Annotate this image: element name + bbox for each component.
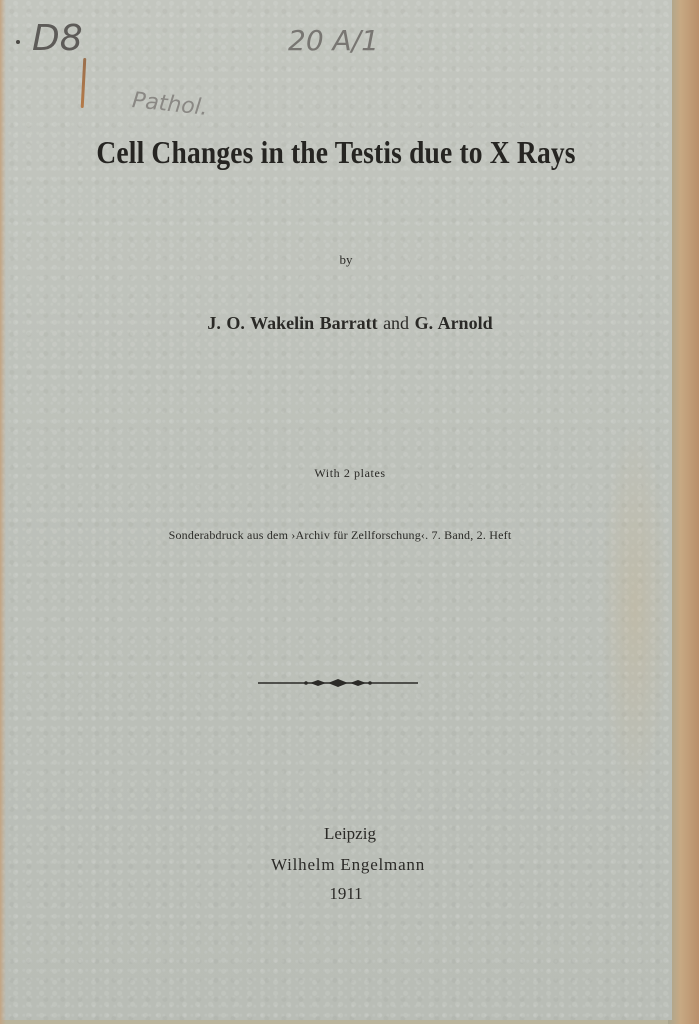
handwritten-subject: Pathol.	[130, 88, 209, 121]
ornament-divider	[258, 676, 418, 690]
authors-line	[14, 313, 686, 334]
ink-dot	[16, 40, 20, 44]
author-secondary: G. Arnold	[414, 313, 493, 333]
handwritten-call-number: 20 A/1	[288, 24, 379, 57]
author-conjunction: and	[383, 313, 410, 333]
publication-year: 1911	[329, 884, 363, 903]
plates-note: With 2 plates	[314, 466, 386, 480]
publication-city: Leipzig	[324, 824, 376, 843]
handwritten-mark: D8	[32, 18, 83, 59]
pencil-stroke	[81, 58, 87, 108]
publisher-name: Wilhelm Engelmann	[270, 855, 426, 874]
byline: by	[339, 252, 353, 267]
reprint-note: Sonderabdruck aus dem ›Archiv für Zellforschung‹. 7. Band, 2. Heft	[168, 528, 512, 542]
page-edge-left	[0, 0, 6, 1024]
document-title: Cell Changes in the Testis due to X Rays	[96, 134, 576, 170]
author-primary: J. O. Wakelin Barratt	[207, 313, 378, 333]
